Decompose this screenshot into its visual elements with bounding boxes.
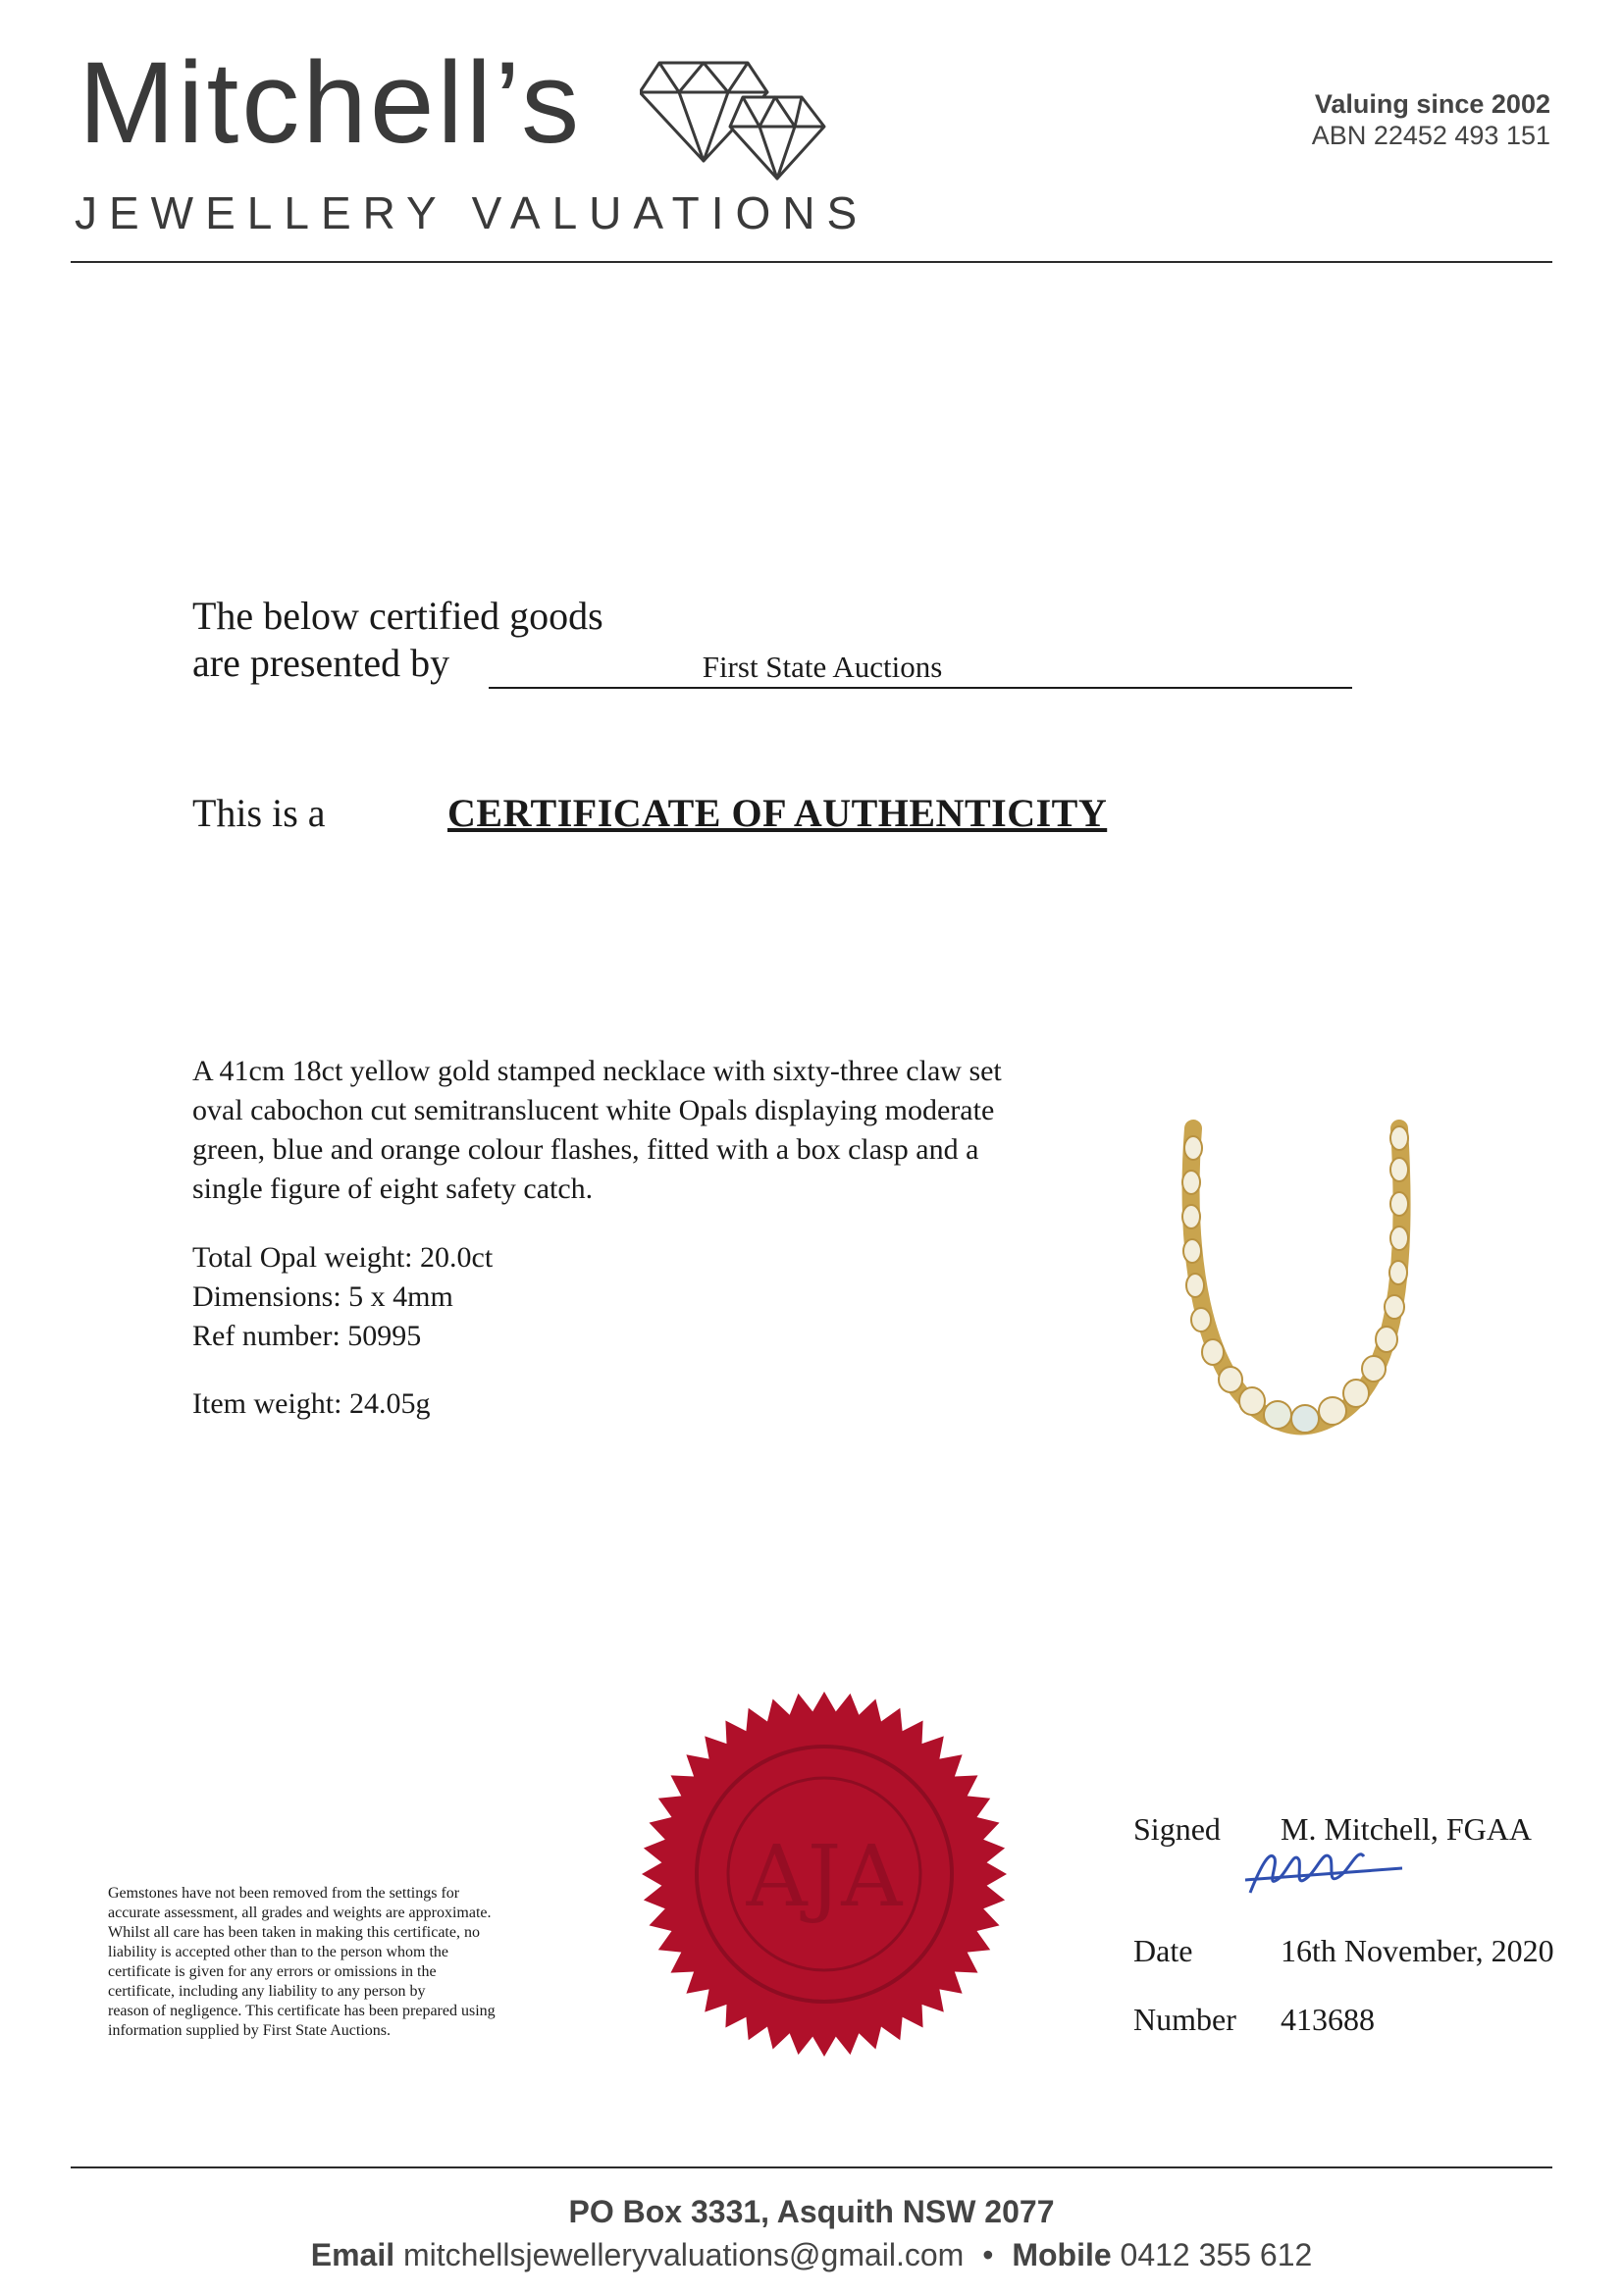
item-details [192, 1238, 493, 1356]
signature-mark [1240, 1839, 1407, 1907]
total-opal-weight: Total Opal weight: 20.0ct [192, 1241, 494, 1274]
disclaimer [108, 1884, 599, 2041]
date-value: 16th November, 2020 [1281, 1933, 1554, 1968]
mobile-number[interactable]: 0412 355 612 [1120, 2237, 1313, 2272]
company-info [1285, 88, 1550, 152]
disclaimer-line-8: information supplied by First State Auctions. [108, 2022, 391, 2039]
disclaimer-line-3: Whilst all care has been taken in making this certificate, no [108, 1924, 480, 1941]
disclaimer-line-2: accurate assessment, all grades and weights are approximate. [108, 1905, 492, 1921]
disclaimer-line-7: reason of negligence. This certificate has been prepared using [108, 2003, 496, 2019]
necklace-photo [1164, 1119, 1419, 1462]
intro-line-2: are presented by [192, 641, 450, 685]
number-label: Number [1133, 2002, 1236, 2037]
disclaimer-line-5: certificate is given for any errors or omissions in the [108, 1963, 437, 1980]
valuing-since: Valuing since 2002 [1314, 89, 1550, 119]
certificate-title: CERTIFICATE OF AUTHENTICITY [447, 791, 1108, 835]
abn: ABN 22452 493 151 [1311, 121, 1550, 151]
presenter-name: First State Auctions [702, 650, 943, 684]
wax-seal-icon [638, 1688, 1011, 2061]
mobile-label: Mobile [1012, 2237, 1112, 2272]
disclaimer-line-1: Gemstones have not been removed from the settings for [108, 1885, 460, 1902]
description-line-2: oval cabochon cut semitranslucent white Opals displaying moderate [192, 1094, 995, 1126]
footer-divider [71, 2166, 1552, 2168]
brand-name: Mitchell’s [79, 38, 583, 168]
item-description [192, 1052, 1134, 1209]
signed-value: M. Mitchell, FGAA [1281, 1811, 1532, 1847]
seal-monogram: AJA [746, 1828, 903, 1926]
signed-label: Signed [1133, 1811, 1221, 1847]
certificate-prefix: This is a [192, 791, 326, 835]
number-value: 413688 [1281, 2002, 1375, 2037]
presenter-underline [489, 687, 1352, 689]
header-divider [71, 261, 1552, 263]
item-weight: Item weight: 24.05g [192, 1387, 431, 1420]
disclaimer-line-4: liability is accepted other than to the person whom the [108, 1944, 449, 1960]
disclaimer-line-6: certificate, including any liability to any person by [108, 1983, 426, 2000]
description-line-3: green, blue and orange colour flashes, fitted with a box clasp and a [192, 1133, 979, 1166]
intro-line-1: The below certified goods [192, 594, 603, 638]
date-label: Date [1133, 1933, 1193, 1968]
email-label: Email [310, 2237, 395, 2272]
description-line-1: A 41cm 18ct yellow gold stamped necklace with sixty-three claw set [192, 1055, 1002, 1087]
dimensions: Dimensions: 5 x 4mm [192, 1280, 453, 1313]
footer-contact [0, 2237, 1623, 2273]
email-link[interactable]: mitchellsjewelleryvaluations@gmail.com [402, 2237, 965, 2272]
ref-number: Ref number: 50995 [192, 1320, 422, 1352]
description-line-4: single figure of eight safety catch. [192, 1173, 594, 1205]
diamond-logo-icon [640, 53, 826, 181]
footer-separator: • [982, 2237, 994, 2272]
brand-subtitle: JEWELLERY VALUATIONS [75, 187, 869, 238]
footer-address: PO Box 3331, Asquith NSW 2077 [568, 2194, 1055, 2229]
